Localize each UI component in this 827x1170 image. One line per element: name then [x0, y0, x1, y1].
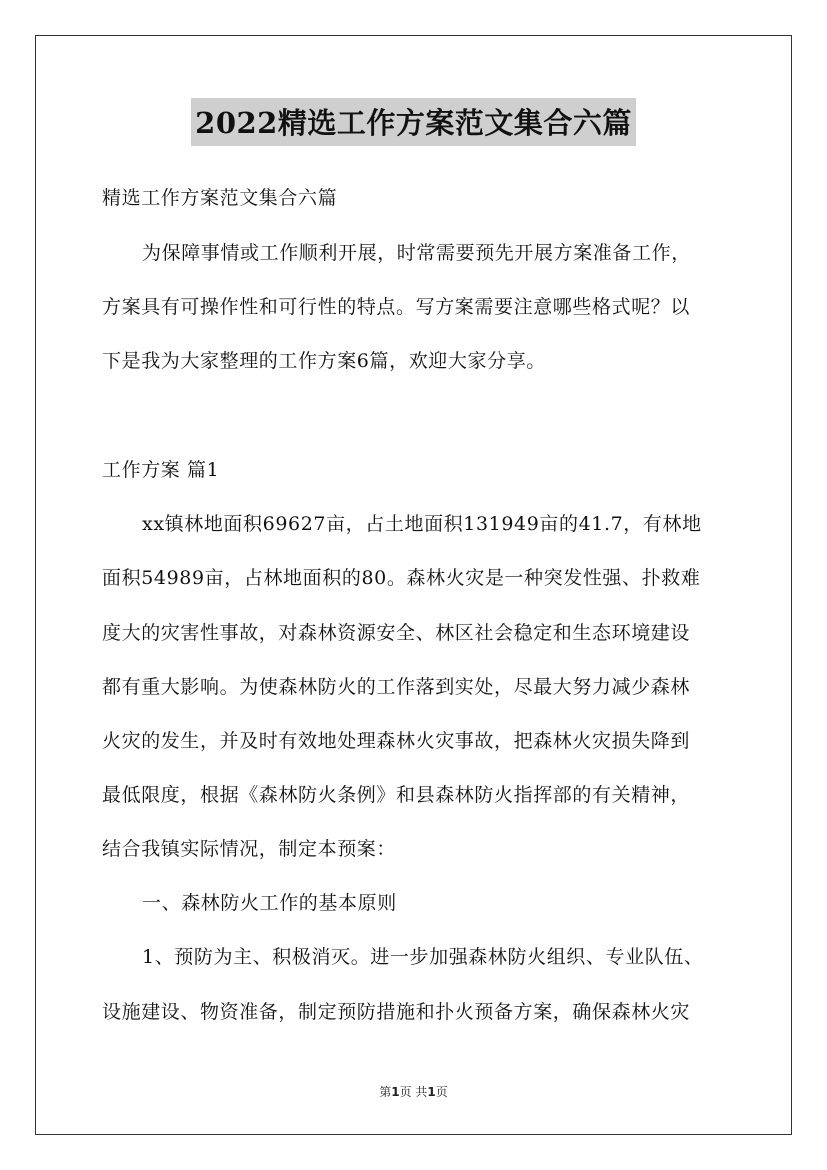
footer-page-total: 1 — [427, 1085, 436, 1099]
page-footer — [0, 1083, 827, 1100]
paragraph-line: 面积54989亩，占林地面积的80。森林火灾是一种突发性强、扑救难 — [102, 567, 701, 589]
footer-suffix: 页 — [435, 1085, 448, 1099]
paragraph-line: 都有重大影响。为使森林防火的工作落到实处，尽最大努力减少森林 — [102, 676, 691, 698]
paragraph-line: 1、预防为主、积极消灭。进一步加强森林防火组织、专业队伍、 — [142, 946, 704, 968]
paragraph-line: 设施建设、物资准备，制定预防措施和扑火预备方案，确保森林火灾 — [102, 1001, 691, 1023]
paragraph-line: 度大的灾害性事故，对森林资源安全、林区社会稳定和生态环境建设 — [102, 622, 691, 644]
subsection-heading: 一、森林防火工作的基本原则 — [142, 892, 397, 914]
paragraph-line: 最低限度，根据《森林防火条例》和县森林防火指挥部的有关精神， — [102, 784, 691, 806]
paragraph-line: 为保障事情或工作顺利开展，时常需要预先开展方案准备工作， — [142, 242, 691, 264]
paragraph-line: xx镇林地面积69627亩，占土地面积131949亩的41.7，有林地 — [142, 513, 702, 535]
title-container — [0, 98, 827, 146]
footer-page-number: 1 — [391, 1085, 400, 1099]
paragraph-line: 下是我为大家整理的工作方案6篇，欢迎大家分享。 — [102, 350, 546, 372]
footer-mid: 页 共 — [399, 1085, 428, 1099]
section-heading: 工作方案 篇1 — [102, 459, 220, 481]
paragraph-line: 结合我镇实际情况，制定本预案： — [102, 838, 397, 860]
paragraph-line: 方案具有可操作性和可行性的特点。写方案需要注意哪些格式呢？以 — [102, 296, 691, 318]
subtitle-line: 精选工作方案范文集合六篇 — [102, 187, 338, 209]
paragraph-line: 火灾的发生，并及时有效地处理森林火灾事故，把森林火灾损失降到 — [102, 730, 691, 752]
document-title: 2022精选工作方案范文集合六篇 — [191, 98, 636, 146]
footer-prefix: 第 — [379, 1085, 392, 1099]
